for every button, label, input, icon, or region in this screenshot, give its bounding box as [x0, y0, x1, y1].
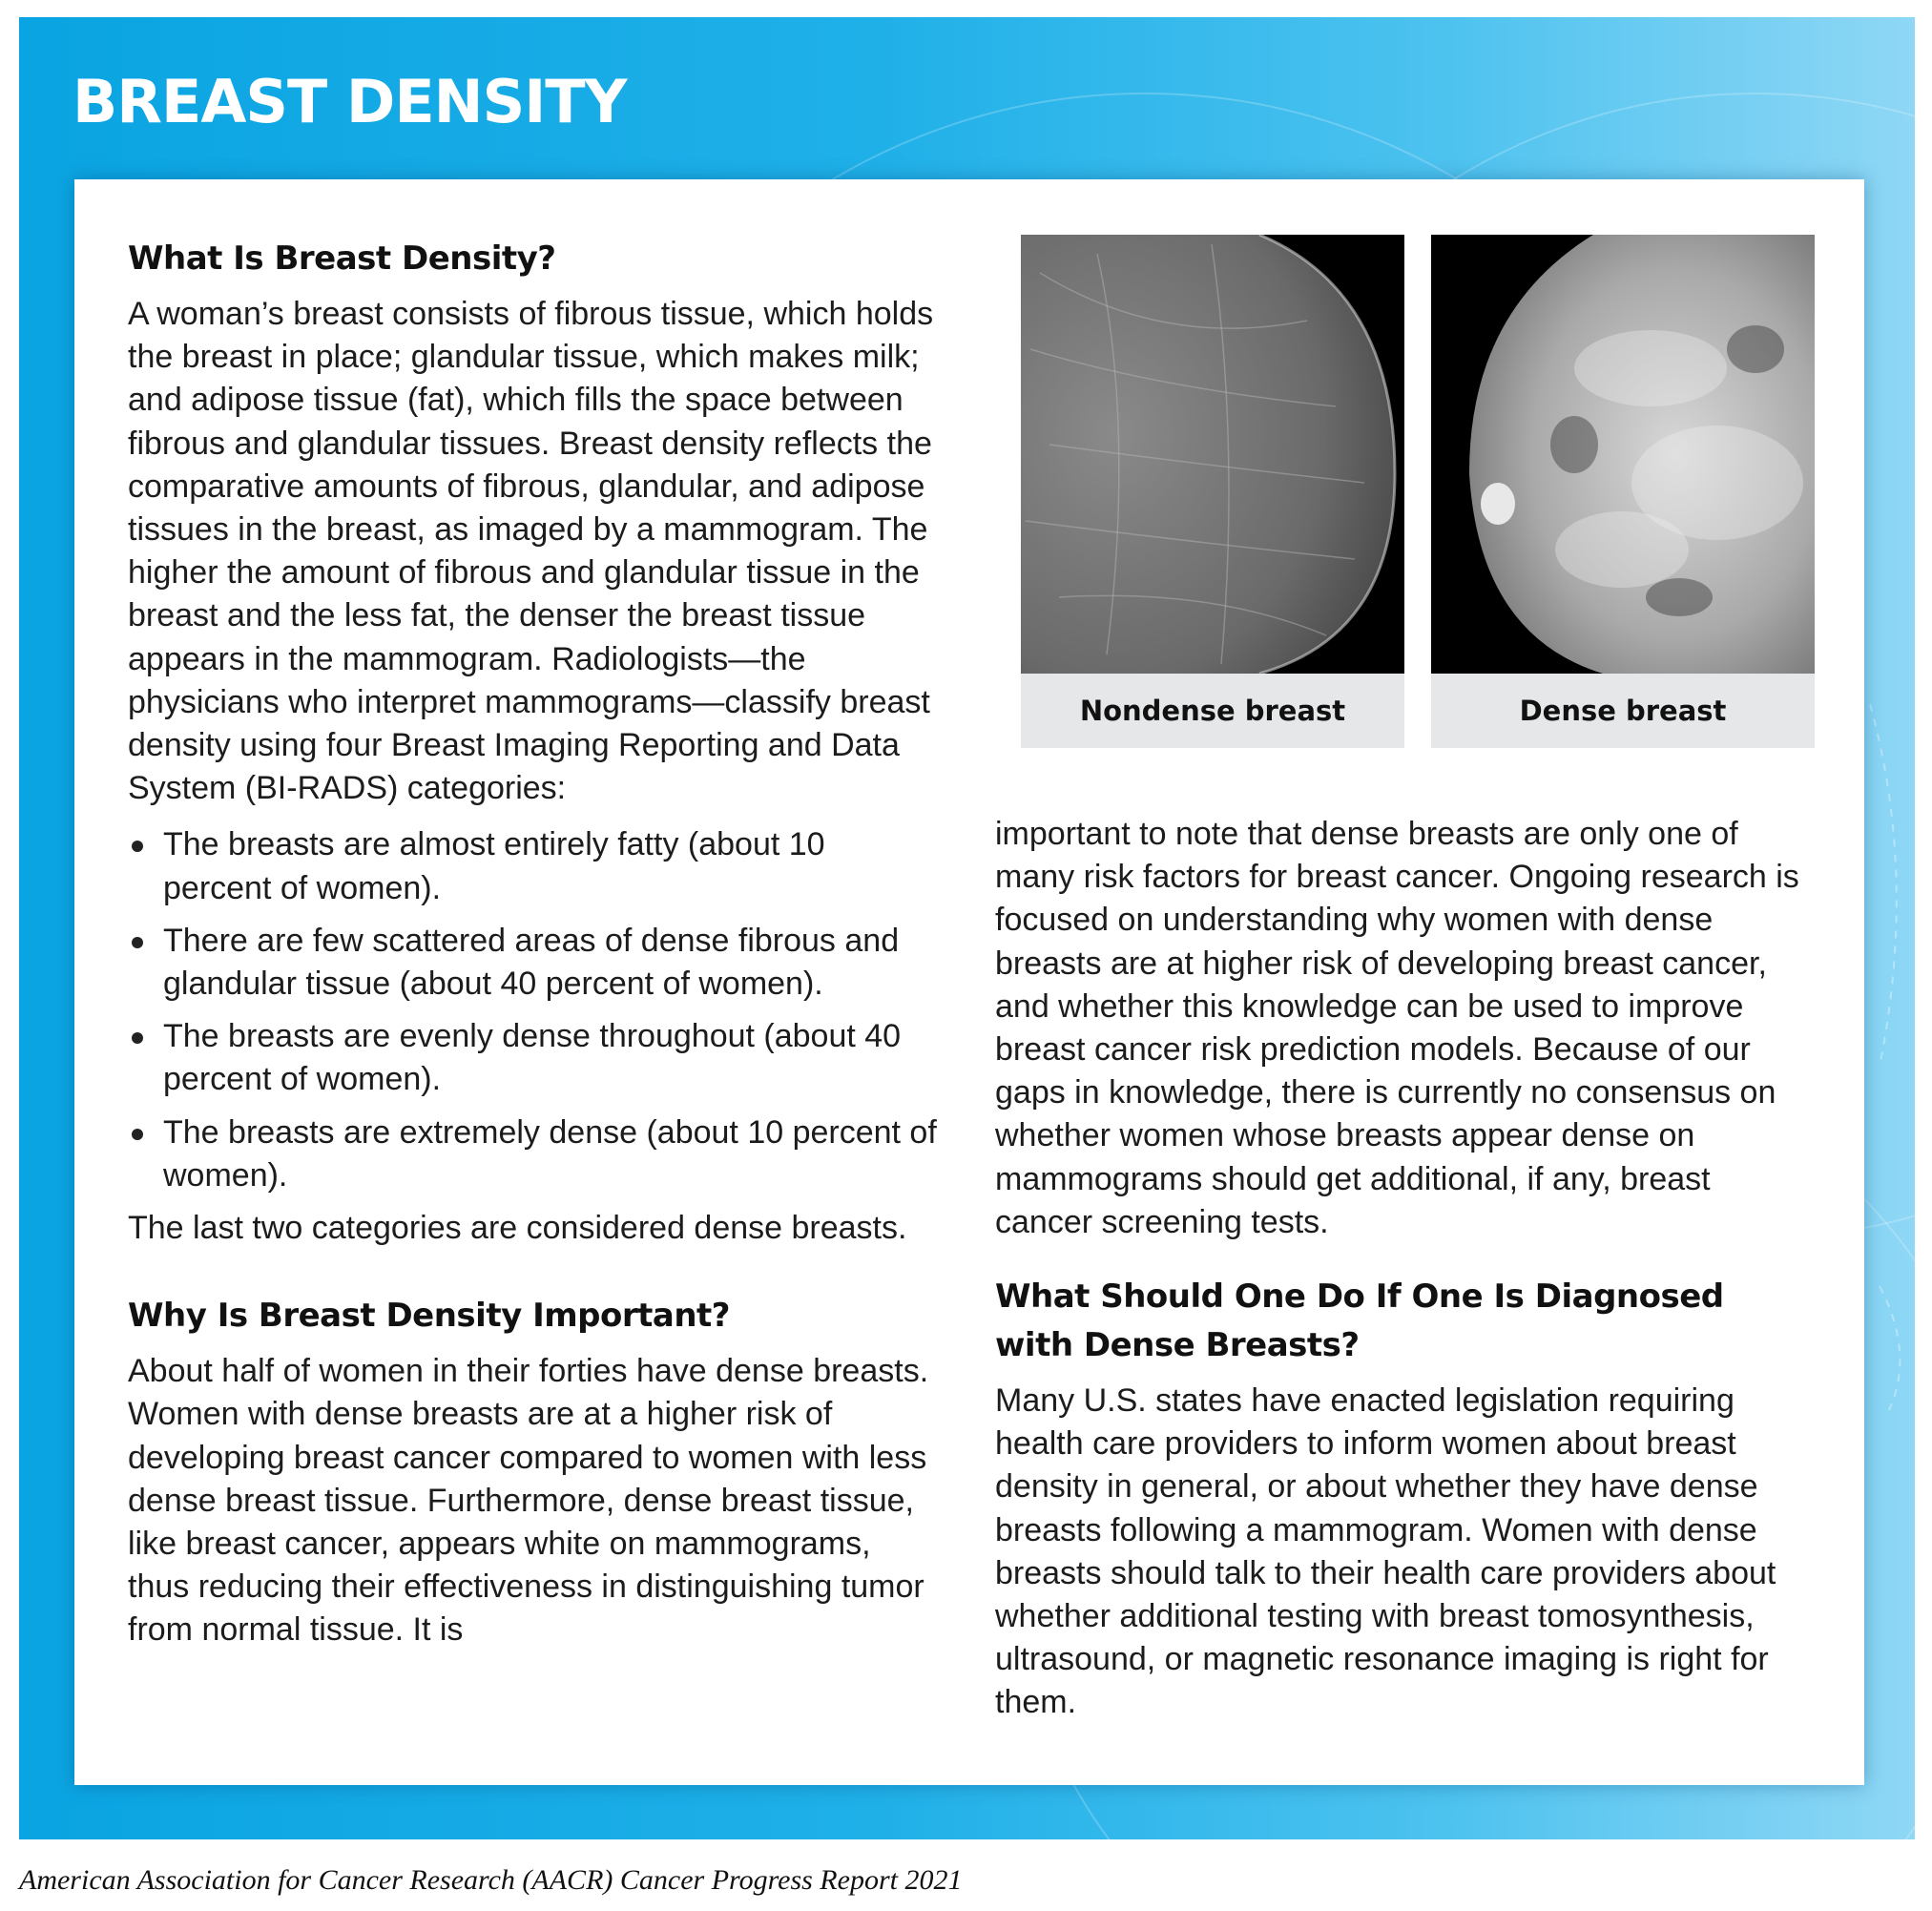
right-column-bottom: [995, 1273, 1806, 1725]
content-panel: [74, 179, 1864, 1785]
heading-why-important: Why Is Breast Density Important?: [128, 1297, 730, 1336]
list-item: There are few scattered areas of dense fibrous and glandular tissue (about 40 percent of women).: [128, 920, 939, 1006]
importance-paragraph: About half of women in their forties have dense breasts. Women with dense breasts are at a higher risk of developing breast cancer compared to women with less dense breast tissue. Furthermore, dense breast tissue, like breast cancer, appears white on mammograms, thus reducing their effectiveness in distinguishing tumor from normal tissue. It is: [128, 1353, 929, 1649]
page-title: BREAST DENSITY: [73, 67, 627, 136]
nondense-figure: [1021, 235, 1404, 748]
dense-mammogram-image: [1431, 235, 1815, 674]
categories-note: The last two categories are considered dense breasts.: [128, 1210, 907, 1247]
list-item: The breasts are almost entirely fatty (about 10 percent of women).: [128, 823, 939, 909]
left-column: [128, 235, 939, 1652]
dense-figure: [1431, 235, 1815, 748]
nondense-mammogram-image: [1021, 235, 1404, 674]
nondense-caption: Nondense breast: [1079, 695, 1346, 727]
list-item: The breasts are evenly dense throughout (about 40 percent of women).: [128, 1015, 939, 1101]
heading-what-to-do: What Should One Do If One Is Diagnosed with Dense Breasts?: [995, 1277, 1724, 1364]
guidance-paragraph: Many U.S. states have enacted legislation requiring health care providers to inform women about breast density in general, or about whether they have dense breasts following a mammogram. Women with dense breasts should talk to their health care providers about whether additional testing with breast tomosynthesis, ultrasound, or magnetic resonance imaging is right for them.: [995, 1382, 1776, 1721]
right-column-top: [995, 813, 1806, 1244]
intro-paragraph: A woman’s breast consists of fibrous tissue, which holds the breast in place; glandular tissue, which makes milk; and adipose tissue (fat), which fills the space between fibrous and glandular tissues. Breast density reflects the comparative amounts of fibrous, glandular, and adipose tissues in the breast, as imaged by a mammogram. The higher the amount of fibrous and glandular tissue in the breast and the less fat, the denser the breast tissue appears in the mammogram. Radiologists—the physicians who interpret mammograms—classify breast density using four Breast Imaging Reporting and Data System (BI-RADS) categories:: [128, 296, 934, 807]
source-footer: American Association for Cancer Research (AACR) Cancer Progress Report 2021: [19, 1864, 963, 1896]
continuation-paragraph: important to note that dense breasts are only one of many risk factors for breast cancer. Ongoing research is focused on understanding why women with dense breasts are at higher risk of developing breast cancer, and whether this knowledge can be used to improve breast cancer risk prediction models. Because of our gaps in knowledge, there is currently no consensus on whether women whose breasts appear dense on mammograms should get additional, if any, breast cancer screening tests.: [995, 816, 1799, 1240]
heading-what-is-breast-density: What Is Breast Density?: [128, 239, 556, 278]
banner-frame: [19, 17, 1915, 1839]
list-item: The breasts are extremely dense (about 10 percent of women).: [128, 1111, 939, 1197]
dense-caption: Dense breast: [1519, 695, 1727, 727]
birads-list: [128, 823, 939, 1197]
